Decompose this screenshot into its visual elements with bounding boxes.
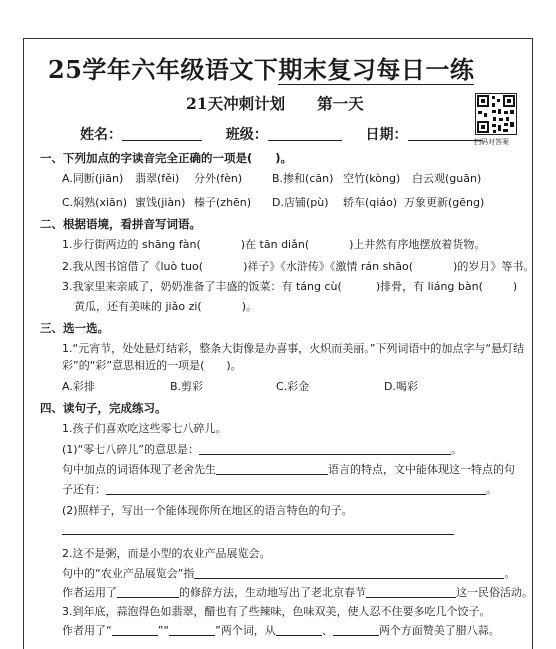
passage-1: 1.孩子们喜欢吃这些零七八碎儿。	[62, 422, 227, 435]
section-2-heading: 二、根据语境，看拼音写词语。	[40, 217, 201, 231]
student-info-row	[80, 124, 482, 144]
option-b-3: 白云观(guān)	[412, 172, 482, 185]
passage-2: 2.这不是粥，而是小型的农业产品展览会。	[62, 547, 271, 560]
option-c-2: 蜜饯(jiàn)	[135, 196, 186, 209]
question-4-line: 句中的“农业产品展览会”指 。	[62, 567, 516, 580]
answer-line[interactable]	[276, 623, 322, 636]
answer-line[interactable]	[112, 623, 158, 636]
pinyin-line-2: 2.我从图书馆借了《luò tuo( )祥子》《水浒传》《激情 rán shāo( )的岁月》等书。	[62, 260, 535, 273]
question-1-line: (1)“零七八碎儿”的意思是： 。	[62, 443, 462, 456]
option-b-1: B.掺和(cān)	[272, 172, 334, 185]
name-label: 姓名：	[80, 127, 122, 143]
option-b-2: 空竹(kòng)	[343, 172, 401, 185]
answer-line[interactable]	[169, 623, 215, 636]
choice-question-line-1: 1.“元宵节，处处悬灯结彩，整条大街像是办喜事，火炽而美丽。”下列词语中的加点字与“悬灯结	[62, 342, 525, 355]
pinyin-line-1: 1.步行街两边的 shāng fàn( )在 tān diǎn( )上井然有序地摆放着货物。	[62, 238, 486, 251]
option-d-3: 万象更新(gēng)	[404, 196, 485, 209]
answer-line[interactable]	[117, 585, 179, 598]
section-3-heading: 三、选一选。	[40, 321, 109, 335]
option-a-3: 分外(fèn)	[194, 172, 243, 185]
option-c-3: 榛子(zhēn)	[194, 196, 252, 209]
title-part1: 25学年六年级语文下	[48, 55, 279, 84]
date-field[interactable]	[408, 128, 482, 141]
pinyin-line-3: 3.我家里来亲戚了，奶奶准备了丰盛的饭菜：有 táng cù( )排骨，有 liáng bàn( )	[62, 280, 518, 293]
class-field[interactable]	[268, 128, 342, 141]
qr-caption: 扫码对答案	[474, 138, 509, 146]
answer-line[interactable]	[199, 442, 451, 455]
date-label: 日期：	[365, 127, 408, 143]
section-4-heading: 四、读句子，完成练习。	[40, 401, 167, 415]
answer-line[interactable]	[62, 522, 454, 535]
name-field[interactable]	[122, 128, 202, 141]
answer-line[interactable]	[194, 566, 504, 579]
passage-3: 3.到年底，蒜泡得色如翡翠，醋也有了些辣味，色味双美，使人忍不住要多吃几个饺子。	[62, 605, 491, 618]
pinyin-line-4: 黄瓜，还有美味的 jiǎo zi( )。	[74, 300, 257, 313]
subtitle	[186, 92, 364, 114]
option-a-1: A.同断(jiān)	[62, 172, 124, 185]
question-2-continued: 子还有： 。	[62, 483, 497, 496]
option-d-1: D.店铺(pù)	[272, 196, 329, 209]
answer-line[interactable]	[333, 623, 379, 636]
option-d-2: 轿车(qiáo)	[343, 196, 398, 209]
choice-question-line-2: 彩”的“彩”意思相近的一项是( )。	[62, 359, 242, 372]
section-1-heading: 一、下列加点的字读音完全正确的一项是( )。	[40, 151, 293, 165]
question-3-line: (2)照样子，写出一个能体现你所在地区的语言特色的句子。	[62, 504, 353, 517]
question-5-line: 作者运用了 的修辞方法，生动地写出了老北京春节 这一民俗活动。	[62, 586, 533, 599]
answer-line[interactable]	[366, 585, 456, 598]
answer-line[interactable]	[106, 482, 486, 495]
choice-option-a: A.彩排	[62, 380, 95, 393]
answer-line[interactable]	[216, 462, 328, 475]
day-label: 第一天	[317, 94, 364, 113]
option-c-1: C.焖熟(xiān)	[62, 196, 128, 209]
choice-option-b: B.剪彩	[170, 380, 204, 393]
title-part2: 期末复习每日一练	[278, 55, 475, 84]
plan-label: 21天冲刺计划	[186, 94, 286, 113]
choice-option-c: C.彩金	[276, 380, 310, 393]
choice-option-d: D.喝彩	[384, 380, 418, 393]
question-6-line: 作者用了“ ”“ ”两个词，从 、 两个方面赞美了腊八蒜。	[62, 624, 500, 637]
class-label: 班级：	[225, 127, 268, 143]
option-a-2: 翡翠(fěi)	[135, 172, 180, 185]
question-2-line: 句中加点的词语体现了老舍先生 语言的特点，文中能体现这一特点的句	[62, 463, 515, 476]
worksheet-title	[48, 50, 474, 85]
